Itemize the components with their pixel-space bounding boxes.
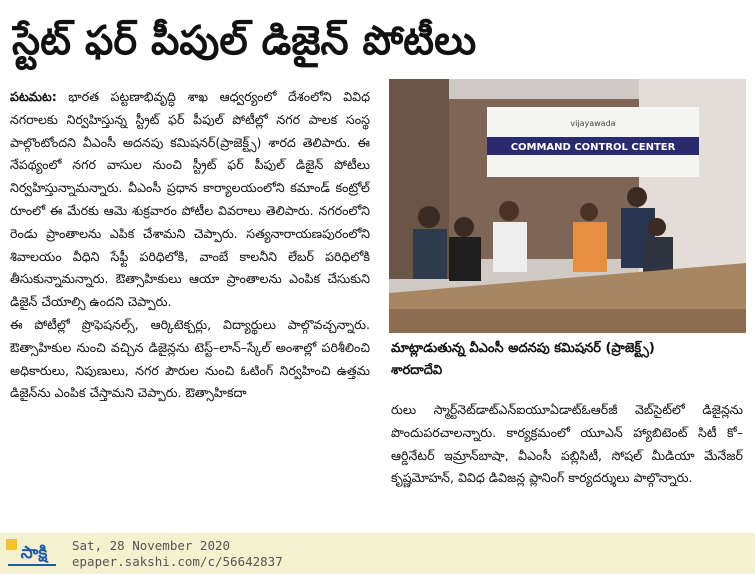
article-paragraph-1 bbox=[10, 86, 370, 314]
caption-line-1: మాట్లాడుతున్న వీఎంసీ అదనపు కమిషనర్ (ప్రాజెక్ట్స్) bbox=[391, 341, 655, 356]
banner-logo-text: vijayawada bbox=[570, 119, 616, 128]
article-right-column bbox=[391, 399, 743, 525]
dateline: పటమట: bbox=[10, 89, 57, 104]
footer-bar bbox=[0, 533, 755, 574]
footer-date: Sat, 28 November 2020 bbox=[72, 538, 231, 553]
logo-brand-text: సాక్షి bbox=[20, 543, 48, 563]
headline: స్టేట్ ఫర్ పీపుల్ డిజైన్ పోటీలు bbox=[12, 18, 477, 64]
article-paragraph-3: రులు స్మార్ట్‌నెట్‌డాట్‌ఎన్‌ఐయూఏడాట్‌ఓఆర్‌జీ వెబ్‌సైట్‌లో డిజైన్లను పొందుపరచాలన్నారు. కార్యక్రమంలో యూఎన్ హ్యాబిటెంట్ సిటీ కో–ఆర్డినేటర్ ఇమ్రాన్‌బాషా, వీఎంసీ పబ్లిసిటీ, సోషల్ మీడియా మేనేజర్ కృష్ణమోహన్, వివిధ డివిజన్ల ప్లానింగ్ కార్యదర్శులు పాల్గొన్నారు. bbox=[391, 402, 743, 486]
photo-illustration bbox=[389, 79, 746, 333]
photo-caption bbox=[391, 338, 743, 382]
banner-text: COMMAND CONTROL CENTER bbox=[510, 142, 676, 153]
footer-url[interactable]: epaper.sakshi.com/c/56642837 bbox=[72, 554, 283, 569]
news-photo bbox=[389, 79, 746, 333]
article-paragraph-2: ఈ పోటీల్లో ప్రొఫెషనల్స్, ఆర్కిటెక్చర్లు, విద్యార్థులు పాల్గొవచ్చన్నారు. ఔత్సాహికుల నుంచి వచ్చిన డిజైన్లను టెస్ట్–లాన్–స్కేల్ అంశాల్లో పరిశీలించి అధికారులు, నిపుణులు, నగర పౌరుల నుంచి ఓటింగ్ నిర్వహించి ఉత్తమ డిజైన్‌ను ఎంపిక చేస్తామని చెప్పారు. ఔత్సాహికదా bbox=[10, 316, 370, 401]
paragraph-1-text: భారత పట్టణాభివృద్ధి శాఖ ఆధ్వర్యంలో దేశంలోని వివిధ నగరాలకు నిర్వహిస్తున్న స్ట్రీట్ ఫర్ పీపుల్ పోటీల్లో నగర పాలక సంస్థ పాల్గొంటోందని వీఎంసీ అదనపు కమిషనర్(ప్రాజెక్ట్స్) శారద తెలిపారు. ఈ నేపథ్యంలో నగర వాసుల నుంచి స్ట్రీట్ ఫర్ పీపుల్ డిజైన్ పోటీలు నిర్వహిస్తున్నామన్నారు. వీఎంసీ ప్రధాన కార్యాలయంలోని కమాండ్ కంట్రోల్ రూంలో ఈ మేరకు ఆమె శుక్రవారం పోటీల వివరాలు తెలిపారు. నగరంలోని రెండు ప్రాంతాలను ఎపిక చేశామని చెప్పారు. సత్యనారాయణపురంలోని శివాలయం వీధిని సేఫ్టీ పరిధిలోకి, వాంబే కాలనీని లేబర్ పరిధిలోకి తీసుకున్నామన్నారు. ఔత్సాహికులు ఆయా ప్రాంతాలను ఎంపిక చేసుకుని డిజైన్ చేయాల్సి ఉందని చెప్పారు. bbox=[10, 89, 370, 310]
article-left-column bbox=[10, 86, 370, 526]
sakshi-logo bbox=[4, 536, 60, 571]
caption-line-2: శారదాదేవి bbox=[391, 363, 443, 378]
